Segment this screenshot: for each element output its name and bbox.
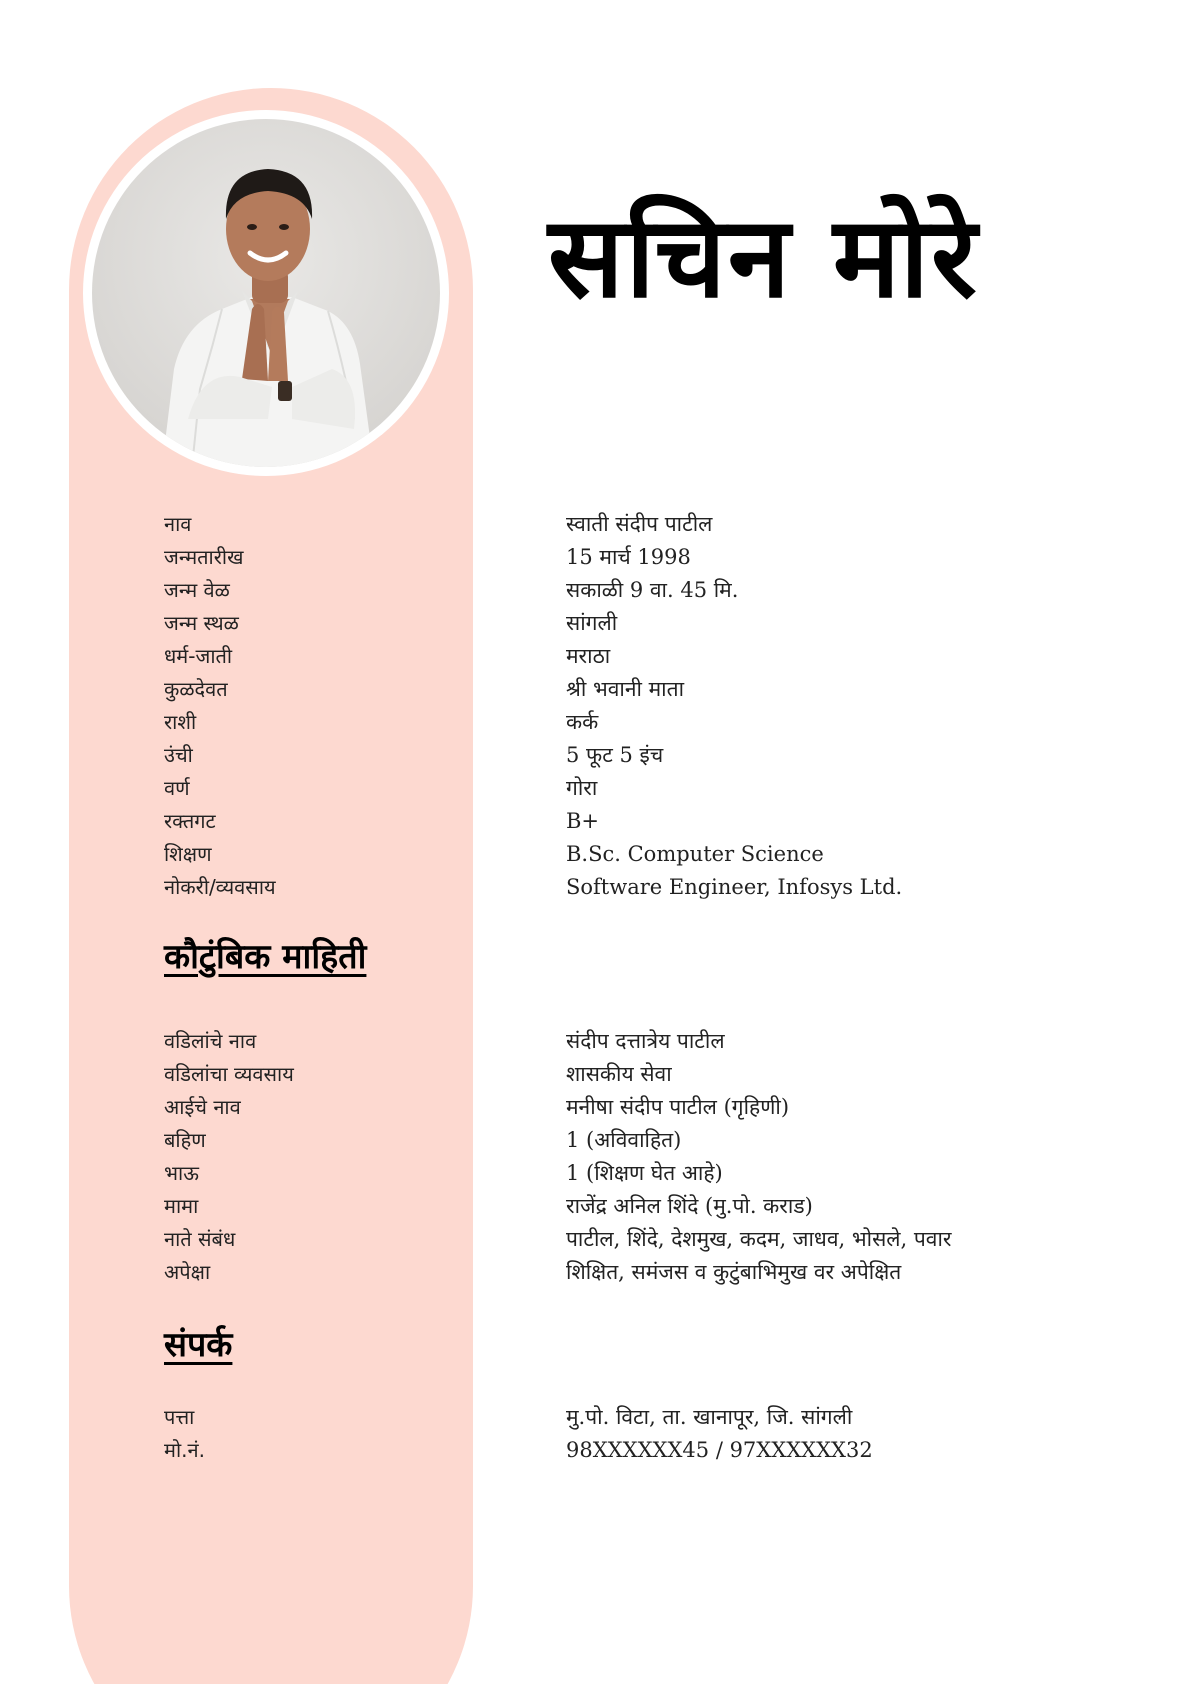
detail-label: जन्मतारीख xyxy=(164,545,244,569)
detail-label: नाते संबंध xyxy=(164,1227,236,1251)
detail-row xyxy=(0,739,1191,772)
detail-row xyxy=(0,1401,1191,1434)
address-label: पत्ता xyxy=(164,1405,195,1429)
detail-row xyxy=(0,1190,1191,1223)
detail-value: 1 (अविवाहित) xyxy=(566,1128,682,1152)
detail-label: आईचे नाव xyxy=(164,1095,241,1119)
detail-value: सकाळी 9 वा. 45 मि. xyxy=(566,578,739,602)
detail-label: नाव xyxy=(164,512,192,536)
detail-row xyxy=(0,871,1191,904)
detail-value: 1 (शिक्षण घेत आहे) xyxy=(566,1161,723,1185)
profile-photo xyxy=(92,119,440,467)
detail-label: शिक्षण xyxy=(164,842,212,866)
contact-details xyxy=(0,1401,1191,1467)
detail-value: राजेंद्र अनिल शिंदे (मु.पो. कराड) xyxy=(566,1194,813,1218)
detail-row xyxy=(0,541,1191,574)
detail-label: भाऊ xyxy=(164,1161,199,1185)
detail-label: मामा xyxy=(164,1194,199,1218)
detail-row xyxy=(0,640,1191,673)
detail-label: राशी xyxy=(164,710,197,734)
person-illustration-icon xyxy=(92,119,440,467)
phone-label: मो.नं. xyxy=(164,1438,205,1462)
detail-row xyxy=(0,706,1191,739)
detail-label: रक्तगट xyxy=(164,809,216,833)
personal-details xyxy=(0,508,1191,904)
detail-row xyxy=(0,1025,1191,1058)
detail-label: वडिलांचा व्यवसाय xyxy=(164,1062,294,1086)
detail-value: सांगली xyxy=(566,611,618,635)
detail-row xyxy=(0,1434,1191,1467)
detail-label: नोकरी/व्यवसाय xyxy=(164,875,276,899)
detail-row xyxy=(0,1256,1191,1289)
detail-value: गोरा xyxy=(566,776,598,800)
detail-row xyxy=(0,1223,1191,1256)
detail-value: स्वाती संदीप पाटील xyxy=(566,512,713,536)
detail-row xyxy=(0,1157,1191,1190)
detail-value: मनीषा संदीप पाटील (गृहिणी) xyxy=(566,1095,790,1119)
detail-row xyxy=(0,805,1191,838)
contact-heading: संपर्क xyxy=(164,1325,233,1365)
detail-value: 15 मार्च 1998 xyxy=(566,545,691,569)
detail-label: जन्म वेळ xyxy=(164,578,230,602)
detail-row xyxy=(0,574,1191,607)
detail-value: संदीप दत्तात्रेय पाटील xyxy=(566,1029,725,1053)
detail-value: Software Engineer, Infosys Ltd. xyxy=(566,875,903,899)
detail-row xyxy=(0,772,1191,805)
detail-label: कुळदेवत xyxy=(164,677,228,701)
page-title: सचिन मोरे xyxy=(548,193,979,323)
detail-row xyxy=(0,1091,1191,1124)
address-value: मु.पो. विटा, ता. खानापूर, जि. सांगली xyxy=(566,1405,853,1429)
detail-row xyxy=(0,838,1191,871)
family-info-heading: कौटुंबिक माहिती xyxy=(164,937,367,977)
detail-label: उंची xyxy=(164,743,193,767)
family-details xyxy=(0,1025,1191,1289)
detail-value: श्री भवानी माता xyxy=(566,677,685,701)
detail-label: जन्म स्थळ xyxy=(164,611,239,635)
detail-value: B.Sc. Computer Science xyxy=(566,842,824,866)
detail-value: 5 फूट 5 इंच xyxy=(566,743,664,767)
detail-label: बहिण xyxy=(164,1128,206,1152)
detail-row xyxy=(0,673,1191,706)
detail-row xyxy=(0,1058,1191,1091)
detail-value: शासकीय सेवा xyxy=(566,1062,672,1086)
detail-label: अपेक्षा xyxy=(164,1260,211,1284)
detail-row xyxy=(0,1124,1191,1157)
detail-value: पाटील, शिंदे, देशमुख, कदम, जाधव, भोसले, पवार xyxy=(566,1227,952,1251)
detail-value: शिक्षित, समंजस व कुटुंबाभिमुख वर अपेक्षित xyxy=(566,1260,902,1284)
phone-value: 98XXXXXX45 / 97XXXXXX32 xyxy=(566,1438,873,1462)
detail-row xyxy=(0,508,1191,541)
detail-value: कर्क xyxy=(566,710,599,734)
detail-row xyxy=(0,607,1191,640)
detail-label: वडिलांचे नाव xyxy=(164,1029,257,1053)
detail-label: धर्म-जाती xyxy=(164,644,233,668)
detail-value: B+ xyxy=(566,809,600,833)
detail-label: वर्ण xyxy=(164,776,190,800)
detail-value: मराठा xyxy=(566,644,611,668)
